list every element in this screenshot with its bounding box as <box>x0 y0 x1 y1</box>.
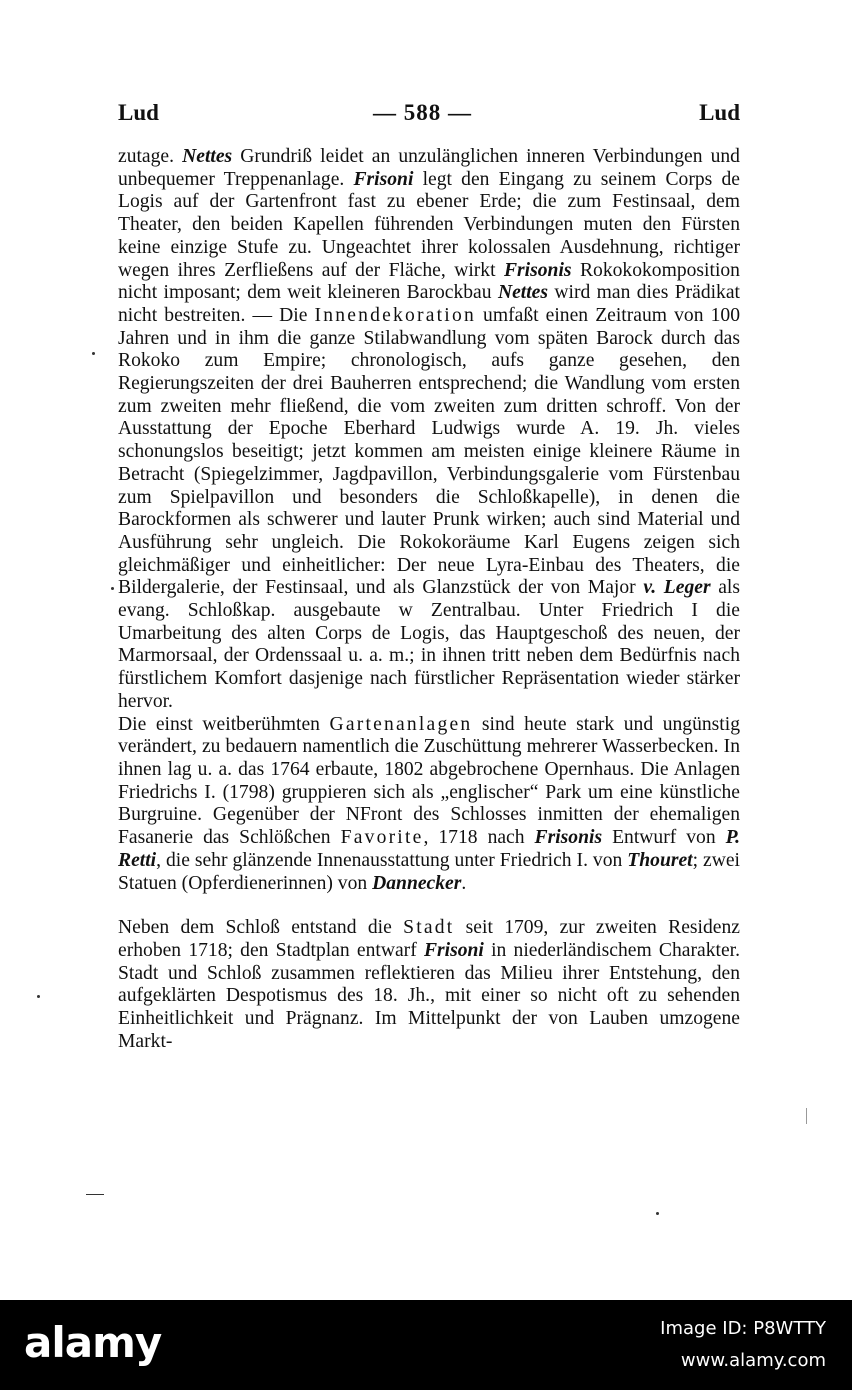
paragraph-schloss-interior: zutage. Nettes Grundriß leidet an unzulänglichen inneren Verbindungen und unbequemer Treppenanlage. Frisoni legt den Eingang zu seinem Corps de Logis auf der Gartenfront fast zu ebener Erde; die zum Festinsaal, dem Theater, den beiden Kapellen führenden Verbindungen muten den Fürsten keine einzige Stufe zu. Ungeachtet ihrer kolossalen Ausdehnung, richtiger wegen ihres Zerfließens auf der Fläche, wirkt Frisonis Rokokokomposition nicht imposant; dem weit kleineren Barockbau Nettes wird man dies Prädikat nicht bestreiten. — Die Innendekoration umfaßt einen Zeitraum von 100 Jahren und in ihm die ganze Stilabwandlung vom späten Barock durch das Rokoko zum Empire; chronologisch, aufs ganze gesehen, den Regierungszeiten der drei Bauherren entsprechend; die Wandlung vom ersten zum zweiten mehr fließend, die vom zweiten zum dritten schroff. Von der Ausstattung der Epoche Eberhard Ludwigs wurde A. 19. Jh. vieles schonungslos beseitigt; jetzt kommen am meisten einige kleinere Räume in Betracht (Spiegelzimmer, Jagdpavillon, Verbindungsgalerie vom Fürstenbau zum Spielpavillon und besonders die Schloßkapelle), in denen die Barockformen als schwerer und lauter Prunk wirken; auch sind Material und Ausführung sehr ungleich. Die Rokokoräume Karl Eugens zeigen sich gleichmäßiger und einheitlicher: Der neue Lyra-Einbau des Theaters, die Bildergalerie, der Festinsaal, und als Glanzstück der von Major v. Leger als evang. Schloßkap. ausgebaute w Zentralbau. Unter Friedrich I die Umarbeitung des alten Corps de Logis, das Hauptgeschoß des neuen, der Marmorsaal, der Ordenssaal u. a. m.; in ihnen tritt neben dem Bedürfnis nach fürstlichem Komfort dasjenige nach fürstlicher Repräsentation wieder stärker hervor. <box>118 146 740 712</box>
margin-speck <box>656 1212 659 1215</box>
person-name: Frisoni <box>353 168 414 190</box>
image-id: Image ID: P8WTTY <box>660 1318 826 1339</box>
margin-speck <box>92 352 95 355</box>
person-name: Nettes <box>497 282 548 304</box>
paragraph-gardens: Die einst weitberühmten Gartenanlagen sind heute stark und ungünstig verändert, zu bedauern namentlich die Zuschüttung mehrerer Wasserbecken. In ihnen lag u. a. das 1764 erbaute, 1802 abgebrochene Opernhaus. Die Anlagen Friedrichs I. (1798) gruppieren sich als „englischer“ Park um eine künstliche Burgruine. Gegenüber der NFront des Schlosses inmitten der ehemaligen Fasanerie das Schlößchen Favorite, 1718 nach Frisonis Entwurf von P. Retti, die sehr glänzende Innenausstattung unter Friedrich I. von Thouret; zwei Statuen (Opferdienerinnen) von Dannecker. <box>118 713 740 894</box>
watermark-banner <box>0 1300 852 1390</box>
person-name: Thouret <box>627 849 693 871</box>
site-url: www.alamy.com <box>680 1350 826 1371</box>
margin-speck <box>111 587 114 590</box>
person-name: Dannecker <box>372 872 462 894</box>
page-number: — 588 — <box>373 100 472 125</box>
margin-speck <box>37 995 40 998</box>
margin-tick <box>806 1108 807 1124</box>
body-text <box>118 146 740 1053</box>
spaced-emphasis: Favorite <box>340 827 424 849</box>
spaced-emphasis: Innendekoration <box>314 304 476 326</box>
paragraph-city: Neben dem Schloß entstand die Stadt seit 1709, zur zweiten Residenz erhoben 1718; den Stadtplan entwarf Frisoni in niederländischem Charakter. Stadt und Schloß zusammen reflektieren das Milieu ihrer Entstehung, den aufgeklärten Despotismus des 18. Jh., mit einer so nicht oft zu sehenden Einheitlichkeit und Prägnanz. Im Mittelpunkt der von Lauben umzogene Markt- <box>118 917 740 1052</box>
running-header <box>118 100 740 130</box>
person-name: Frisonis <box>503 259 572 281</box>
person-name: Frisonis <box>534 827 603 849</box>
brand-logo: alamy <box>24 1318 162 1367</box>
person-name: v. Leger <box>643 577 711 599</box>
person-name: Nettes <box>182 146 233 167</box>
header-right-keyword: Lud <box>699 100 740 125</box>
person-name: P. Retti <box>118 827 740 871</box>
margin-dash <box>86 1194 104 1195</box>
person-name: Frisoni <box>423 939 484 961</box>
spaced-emphasis: Stadt <box>403 917 455 939</box>
spaced-emphasis: Gartenanlagen <box>329 713 473 735</box>
header-left-keyword: Lud <box>118 100 159 125</box>
